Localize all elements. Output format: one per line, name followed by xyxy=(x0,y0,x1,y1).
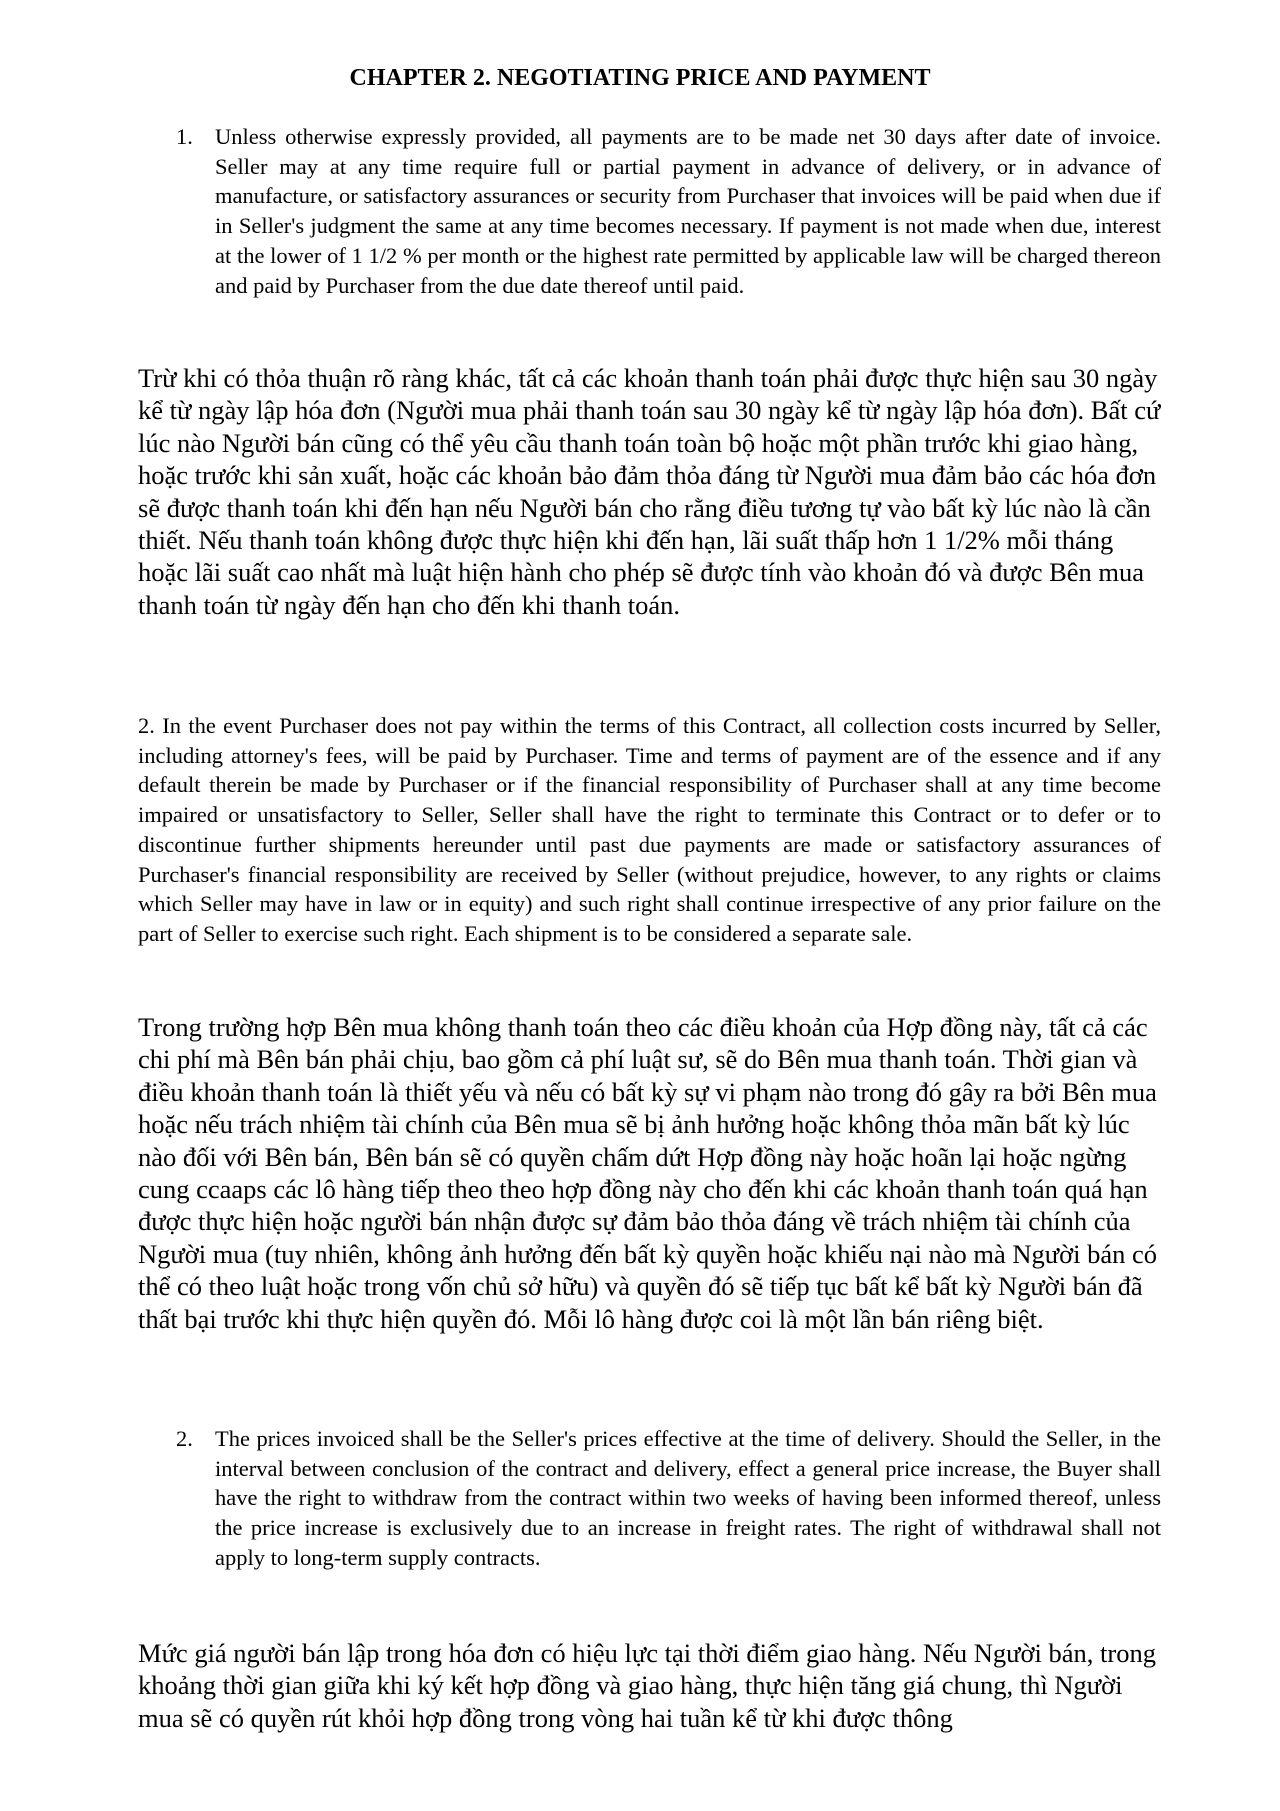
vietnamese-paragraph-2: Trong trường hợp Bên mua không thanh toán theo các điều khoản của Hợp đồng này, tất cả các chi phí mà Bên bán phải chịu, bao gồm cả phí luật sư, sẽ do Bên mua thanh toán. Thời gian và điều khoản thanh toán là thiết yếu và nếu có bất kỳ sự vi phạm nào trong đó gây ra bởi Bên mua hoặc nếu trách nhiệm tài chính của Bên mua sẽ bị ảnh hưởng hoặc không thỏa mãn bất kỳ lúc nào đối với Bên bán, Bên bán sẽ có quyền chấm dứt Hợp đồng này hoặc hoãn lại hoặc ngừng cung ccaaps các lô hàng tiếp theo theo hợp đồng này cho đến khi các khoản thanh toán quá hạn được thực hiện hoặc người bán nhận được sự đảm bảo thỏa đáng về trách nhiệm tài chính của Người mua (tuy nhiên, không ảnh hưởng đến bất kỳ quyền hoặc khiếu nại nào mà Người bán có thể có theo luật hoặc trong vốn chủ sở hữu) và quyền đó sẽ tiếp tục bất kể bất kỳ Người bán đã thất bại trước khi thực hiện quyền đó. Mỗi lô hàng được coi là một lần bán riêng biệt. xyxy=(138,1012,1158,1334)
vietnamese-paragraph-3: Mức giá người bán lập trong hóa đơn có hiệu lực tại thời điểm giao hàng. Nếu Người bán, trong khoảng thời gian giữa khi ký kết hợp đồng và giao hàng, thực hiện tăng giá chung, thì Người mua sẽ có quyền rút khỏi hợp đồng trong vòng hai tuần kể từ khi được thông xyxy=(138,1638,1156,1733)
chapter-title: CHAPTER 2. NEGOTIATING PRICE AND PAYMENT xyxy=(349,65,931,91)
section-number-2: 2. xyxy=(176,1426,193,1451)
vietnamese-paragraph-1: Trừ khi có thỏa thuận rõ ràng khác, tất cả các khoản thanh toán phải được thực hiện sau 30 ngày kể từ ngày lập hóa đơn (Người mua phải thanh toán sau 30 ngày kể từ ngày lập hóa đơn). Bất cứ lúc nào Người bán cũng có thể yêu cầu thanh toán toàn bộ hoặc một phần trước khi giao hàng, hoặc trước khi sản xuất, hoặc các khoản bảo đảm thỏa đáng từ Người mua đảm bảo các hóa đơn sẽ được thanh toán khi đến hạn nếu Người bán cho rằng điều tương tự vào bất kỳ lúc nào là cần thiết. Nếu thanh toán không được thực hiện khi đến hạn, lãi suất thấp hơn 1 1/2% mỗi tháng hoặc lãi suất cao nhất mà luật hiện hành cho phép sẽ được tính vào khoản đó và được Bên mua thanh toán từ ngày đến hạn cho đến khi thanh toán. xyxy=(138,363,1161,620)
english-paragraph-3: The prices invoiced shall be the Seller's prices effective at the time of delivery. Should the Seller, in the interval between conclusion of the contract and delivery, effect a general price increase, the Buyer shall have the right to withdraw from the contract within two weeks of having been informed thereof, unless the price increase is exclusively due to an increase in freight rates. The right of withdrawal shall not apply to long-term supply contracts. xyxy=(215,1426,1161,1570)
english-paragraph-2: 2. In the event Purchaser does not pay within the terms of this Contract, all collection costs incurred by Seller, including attorney's fees, will be paid by Purchaser. Time and terms of payment are of the essence and if any default therein be made by Purchaser or if the financial responsibility of Purchaser shall at any time become impaired or unsatisfactory to Seller, Seller shall have the right to terminate this Contract or to defer or to discontinue further shipments hereunder until past due payments are made or satisfactory assurances of Purchaser's financial responsibility are received by Seller (without prejudice, however, to any rights or claims which Seller may have in law or in equity) and such right shall continue irrespective of any prior failure on the part of Seller to exercise such right. Each shipment is to be considered a separate sale. xyxy=(138,713,1161,946)
english-paragraph-1: Unless otherwise expressly provided, all payments are to be made net 30 days after date of invoice. Seller may at any time require full or partial payment in advance of delivery, or in advance of manufacture, or satisfactory assurances or security from Purchaser that invoices will be paid when due if in Seller's judgment the same at any time becomes necessary. If payment is not made when due, interest at the lower of 1 1/2 % per month or the highest rate permitted by applicable law will be charged thereon and paid by Purchaser from the due date thereof until paid. xyxy=(215,124,1161,298)
section-number-1: 1. xyxy=(176,124,193,149)
